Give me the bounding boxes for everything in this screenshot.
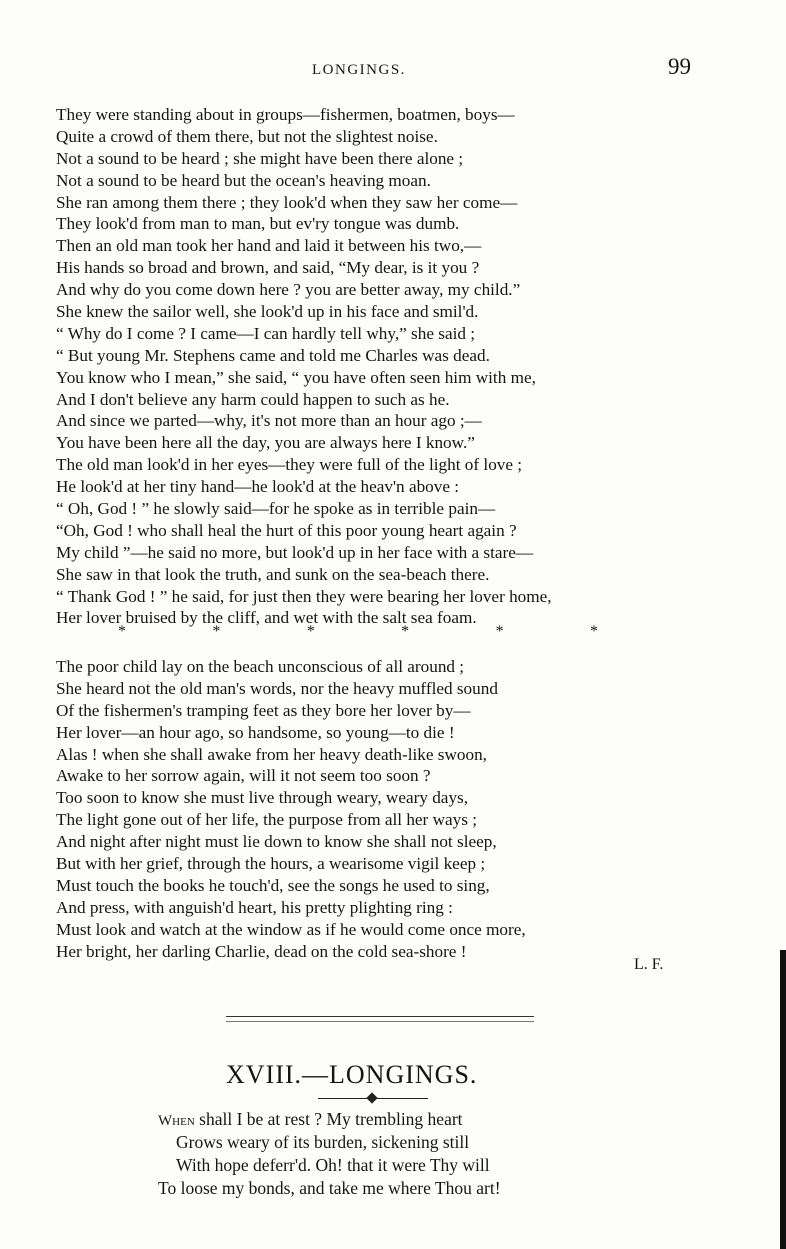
poem-line: The old man look'd in her eyes—they were full of the light of love ;: [56, 455, 523, 475]
poem-line: He look'd at her tiny hand—he look'd at the heav'n above :: [56, 477, 460, 497]
poem-line: You know who I mean,” she said, “ you have often seen him with me,: [56, 367, 536, 387]
section-divider-rule: [226, 1016, 534, 1022]
poem-line: And why do you come down here ? you are better away, my child.”: [56, 280, 521, 300]
poem-line: Her bright, her darling Charlie, dead on the cold sea-shore !: [56, 941, 467, 961]
poem-line: Grows weary of its burden, sickening still: [176, 1132, 470, 1152]
poem-line: With hope deferr'd. Oh! that it were Thy will: [176, 1155, 490, 1175]
heading-ornament: [318, 1092, 428, 1106]
poem-line: “Oh, God ! who shall heal the hurt of this poor young heart again ?: [56, 520, 517, 540]
poem-line: They were standing about in groups—fishermen, boatmen, boys—: [56, 105, 515, 124]
poem-line: Must look and watch at the window as if he would come once more,: [56, 919, 526, 939]
poem-stanza-1: [56, 104, 756, 629]
small-caps-first-word: When: [158, 1113, 195, 1129]
poem-line: The poor child lay on the beach unconscious of all around ;: [56, 657, 465, 676]
poem-line: And night after night must lie down to know she shall not sleep,: [56, 832, 497, 852]
poem-line: Too soon to know she must live through weary, weary days,: [56, 788, 469, 808]
author-initials: L. F.: [634, 956, 664, 973]
poem-line: Then an old man took her hand and laid it between his two,—: [56, 236, 482, 256]
poem-line: Not a sound to be heard but the ocean's heaving moan.: [56, 170, 431, 190]
poem-line: And I don't believe any harm could happen to such as he.: [56, 389, 450, 409]
poem-line: Quite a crowd of them there, but not the slightest noise.: [56, 126, 438, 146]
poem-line: She ran among them there ; they look'd when they saw her come—: [56, 192, 518, 212]
poem-line: The light gone out of her life, the purpose from all her ways ;: [56, 810, 477, 830]
poem-line: Her lover bruised by the cliff, and wet with the salt sea foam.: [56, 608, 477, 628]
poem-line: His hands so broad and brown, and said, “My dear, is it you ?: [56, 258, 480, 278]
poem-line: But with her grief, through the hours, a wearisome vigil keep ;: [56, 854, 486, 874]
poem-line: Her lover—an hour ago, so handsome, so young—to die !: [56, 722, 455, 742]
poem-line: Must touch the books he touch'd, see the songs he used to sing,: [56, 875, 490, 895]
poem-line: Alas ! when she shall awake from her heavy death-like swoon,: [56, 744, 487, 764]
poem-line-rest: shall I be at rest ? My trembling heart: [194, 1109, 463, 1129]
asterisk: *: [495, 623, 504, 640]
poem-line: And press, with anguish'd heart, his pretty plighting ring :: [56, 897, 453, 917]
poem-line: “ But young Mr. Stephens came and told me Charles was dead.: [56, 345, 490, 365]
poem-line: “ Oh, God ! ” he slowly said—for he spoke as in terrible pain—: [56, 499, 496, 519]
poem-line: And since we parted—why, it's not more than an hour ago ;—: [56, 411, 482, 431]
poem-line: You have been here all the day, you are always here I know.”: [56, 433, 475, 453]
poem-line: She heard not the old man's words, nor the heavy muffled sound: [56, 678, 498, 698]
section-heading: XVIII.—LONGINGS.: [226, 1060, 478, 1089]
asterisk: *: [212, 623, 221, 640]
poem-line: Awake to her sorrow again, will it not seem too soon ?: [56, 766, 431, 786]
running-title: LONGINGS.: [312, 62, 406, 78]
poem-line: “ Thank God ! ” he said, for just then they were bearing her lover home,: [56, 586, 552, 606]
poem-line: To loose my bonds, and take me where Thou art!: [158, 1178, 501, 1198]
poem-line: Of the fishermen's tramping feet as they bore her lover by—: [56, 700, 471, 720]
longings-poem: [158, 1108, 718, 1200]
asterisk: *: [118, 623, 126, 640]
poem-line: [158, 1108, 718, 1131]
running-head: [0, 54, 786, 88]
poem-line: My child ”—he said no more, but look'd up in her face with a stare—: [56, 542, 534, 562]
diamond-icon: [366, 1092, 377, 1103]
poem-line: Not a sound to be heard ; she might have been there alone ;: [56, 148, 464, 168]
poem-line: “ Why do I come ? I came—I can hardly tell why,” she said ;: [56, 323, 476, 343]
poem-line: They look'd from man to man, but ev'ry tongue was dumb.: [56, 214, 460, 234]
page-number: 99: [668, 54, 691, 79]
poem-stanza-2: [56, 656, 756, 962]
poem-line: She saw in that look the truth, and sunk on the sea-beach there.: [56, 564, 490, 584]
asterisk: *: [589, 623, 598, 640]
asterisk: *: [401, 623, 410, 640]
asterisk: *: [306, 623, 315, 640]
section-break-asterisks: [118, 623, 598, 649]
poem-line: She knew the sailor well, she look'd up in his face and smil'd.: [56, 302, 479, 322]
page-edge-shadow: [780, 950, 786, 1249]
